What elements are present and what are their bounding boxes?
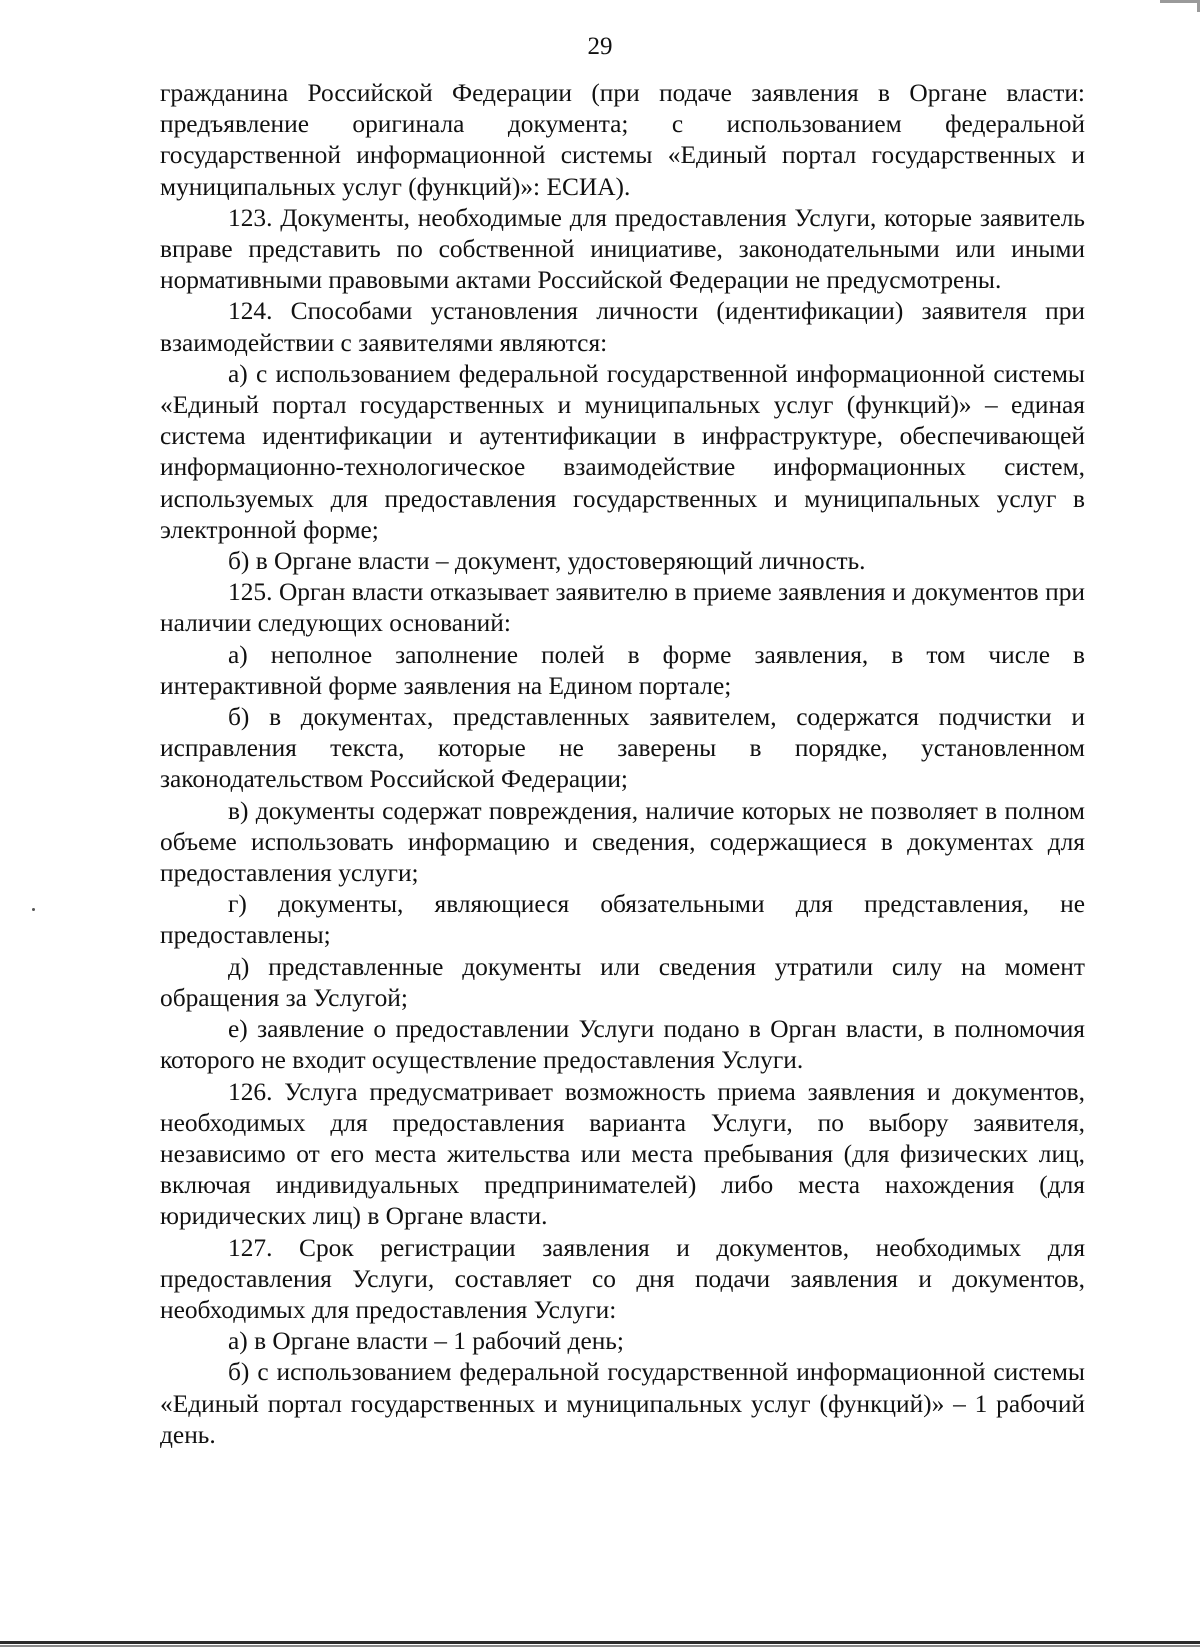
- scan-bottom-edge-shadow: [0, 1645, 1200, 1647]
- paragraph-item-125-e: е) заявление о предоставлении Услуги подано в Орган власти, в полномочия которого не входит осуществление предоставления Услуги.: [160, 1015, 1085, 1075]
- paragraph-item-124-a: а) с использованием федеральной государственной информационной системы «Единый портал государственных и муниципальных услуг (функций)» – единая система идентификации и аутентификации в инфраструктуре, обеспечивающей информационно-технологическое взаимодействие информационных систем, используемых для предоставления государственных и муниципальных услуг в электронной форме;: [160, 359, 1085, 544]
- paragraph-item-125-d: д) представленные документы или сведения утратили силу на момент обращения за Услугой;: [160, 952, 1085, 1012]
- scan-bottom-edge: [0, 1641, 1200, 1644]
- paragraph-item-125-b: б) в документах, представленных заявителем, содержатся подчистки и исправления текста, которые не заверены в порядке, установленном законодательством Российской Федерации;: [160, 703, 1085, 794]
- paragraph-item-124-b: б) в Органе власти – документ, удостоверяющий личность.: [228, 547, 866, 576]
- document-body: [160, 78, 1085, 1451]
- scan-edge-mark: [1160, 0, 1200, 12]
- paragraph-item-123: 123. Документы, необходимые для предоставления Услуги, которые заявитель вправе представить по собственной инициативе, законодательными или иными нормативными правовыми актами Российской Федерации не предусмотрены.: [160, 203, 1085, 295]
- paragraph-item-125-g: г) документы, являющиеся обязательными для представления, не предоставлены;: [160, 890, 1085, 950]
- paragraph-item-125: 125. Орган власти отказывает заявителю в приеме заявления и документов при наличии следующих оснований:: [160, 578, 1085, 638]
- page-number: 29: [587, 33, 613, 60]
- paragraph-continuation: гражданина Российской Федерации (при подаче заявления в Органе власти: предъявление оригинала документа; с использованием федеральной государственной информационной системы «Единый портал государственных и муниципальных услуг (функций)»: ЕСИА).: [160, 79, 1085, 201]
- paragraph-item-127-a: а) в Органе власти – 1 рабочий день;: [228, 1327, 624, 1356]
- paragraph-item-124: 124. Способами установления личности (идентификации) заявителя при взаимодействии с заявителями являются:: [160, 297, 1085, 357]
- paragraph-item-125-a: а) неполное заполнение полей в форме заявления, в том числе в интерактивной форме заявления на Едином портале;: [160, 640, 1085, 700]
- scan-speck: [32, 908, 35, 911]
- paragraph-item-126: 126. Услуга предусматривает возможность приема заявления и документов, необходимых для предоставления варианта Услуги, по выбору заявителя, независимо от его места жительства или места пребывания (для физических лиц, включая индивидуальных предпринимателей) либо места нахождения (для юридических лиц) в Органе власти.: [160, 1077, 1085, 1231]
- paragraph-item-127: 127. Срок регистрации заявления и документов, необходимых для предоставления Услуги, составляет со дня подачи заявления и документов, необходимых для предоставления Услуги:: [160, 1233, 1085, 1324]
- paragraph-item-125-v: в) документы содержат повреждения, наличие которых не позволяет в полном объеме использовать информацию и сведения, содержащиеся в документах для предоставления услуги;: [160, 796, 1085, 888]
- paragraph-item-127-b: б) с использованием федеральной государственной информационной системы «Единый портал государственных и муниципальных услуг (функций)» – 1 рабочий день.: [160, 1358, 1085, 1449]
